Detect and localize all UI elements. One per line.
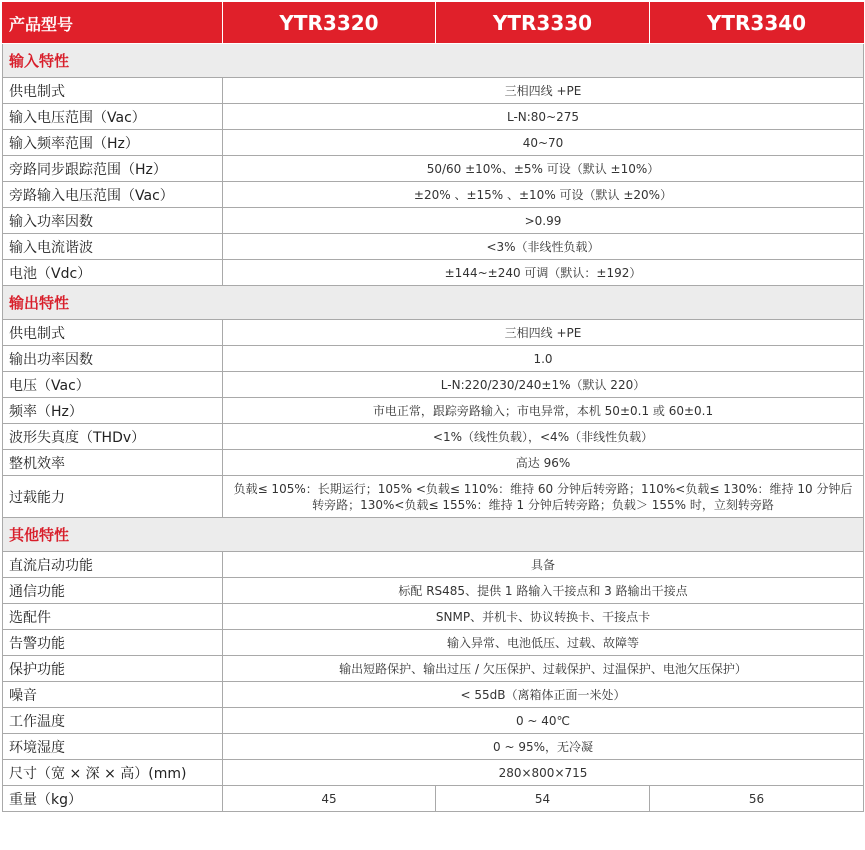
spec-value: 40~70 — [223, 130, 864, 156]
spec-label: 环境湿度 — [3, 734, 223, 760]
spec-label: 电压（Vac） — [3, 372, 223, 398]
spec-value: 市电正常，跟踪旁路输入；市电异常，本机 50±0.1 或 60±0.1 — [223, 398, 864, 424]
spec-row — [3, 450, 864, 476]
model-header: YTR3330 — [436, 3, 650, 44]
spec-label: 工作温度 — [3, 708, 223, 734]
spec-row — [3, 234, 864, 260]
spec-row — [3, 708, 864, 734]
spec-row — [3, 346, 864, 372]
spec-label: 电池（Vdc） — [3, 260, 223, 286]
spec-row — [3, 682, 864, 708]
spec-value: <3%（非线性负载） — [223, 234, 864, 260]
header-label: 产品型号 — [3, 3, 223, 44]
spec-row — [3, 398, 864, 424]
section-title: 输出特性 — [3, 286, 864, 320]
spec-value: 输入异常、电池低压、过载、故障等 — [223, 630, 864, 656]
spec-label: 保护功能 — [3, 656, 223, 682]
spec-value: 高达 96% — [223, 450, 864, 476]
spec-value: 三相四线 +PE — [223, 320, 864, 346]
spec-row — [3, 156, 864, 182]
spec-label: 整机效率 — [3, 450, 223, 476]
spec-label: 输入电流谐波 — [3, 234, 223, 260]
spec-label: 频率（Hz） — [3, 398, 223, 424]
spec-label: 旁路输入电压范围（Vac） — [3, 182, 223, 208]
section-header-row — [3, 286, 864, 320]
spec-label: 波形失真度（THDv） — [3, 424, 223, 450]
spec-row — [3, 630, 864, 656]
spec-value: L-N:80~275 — [223, 104, 864, 130]
section-header-row — [3, 44, 864, 78]
spec-row — [3, 552, 864, 578]
spec-value: 输出短路保护、输出过压 / 欠压保护、过载保护、过温保护、电池欠压保护） — [223, 656, 864, 682]
spec-value: 54 — [436, 786, 650, 812]
spec-value: 1.0 — [223, 346, 864, 372]
spec-row — [3, 182, 864, 208]
spec-label: 供电制式 — [3, 320, 223, 346]
spec-row — [3, 260, 864, 286]
spec-label: 直流启动功能 — [3, 552, 223, 578]
header-row — [3, 3, 864, 44]
spec-label: 告警功能 — [3, 630, 223, 656]
section-header-row — [3, 518, 864, 552]
spec-row — [3, 208, 864, 234]
spec-row — [3, 656, 864, 682]
spec-row — [3, 130, 864, 156]
spec-row — [3, 578, 864, 604]
spec-row — [3, 734, 864, 760]
spec-value: >0.99 — [223, 208, 864, 234]
spec-value: 0 ~ 40℃ — [223, 708, 864, 734]
spec-value: L-N:220/230/240±1%（默认 220） — [223, 372, 864, 398]
spec-table — [2, 2, 864, 812]
spec-value: 45 — [223, 786, 436, 812]
spec-value: <1%（线性负载），<4%（非线性负载） — [223, 424, 864, 450]
spec-label: 重量（kg） — [3, 786, 223, 812]
spec-value: SNMP、并机卡、协议转换卡、干接点卡 — [223, 604, 864, 630]
model-header: YTR3320 — [223, 3, 436, 44]
spec-value: 280×800×715 — [223, 760, 864, 786]
spec-label: 输出功率因数 — [3, 346, 223, 372]
spec-row — [3, 78, 864, 104]
spec-value: < 55dB（离箱体正面一米处） — [223, 682, 864, 708]
spec-row — [3, 104, 864, 130]
spec-row — [3, 786, 864, 812]
spec-value: 三相四线 +PE — [223, 78, 864, 104]
spec-value: 50/60 ±10%、±5% 可设（默认 ±10%） — [223, 156, 864, 182]
spec-value: 56 — [650, 786, 864, 812]
spec-row — [3, 476, 864, 518]
spec-label: 噪音 — [3, 682, 223, 708]
spec-label: 输入频率范围（Hz） — [3, 130, 223, 156]
model-header: YTR3340 — [650, 3, 864, 44]
spec-value: 标配 RS485、提供 1 路输入干接点和 3 路输出干接点 — [223, 578, 864, 604]
spec-row — [3, 604, 864, 630]
spec-value: ±20% 、±15% 、±10% 可设（默认 ±20%） — [223, 182, 864, 208]
spec-value: 负载≤ 105%：长期运行；105% <负载≤ 110%：维持 60 分钟后转旁路；110%<负载≤ 130%：维持 10 分钟后转旁路；130%<负载≤ 155%：维持 1 分钟后转旁路；负载＞ 155% 时，立刻转旁路 — [223, 476, 864, 518]
section-title: 其他特性 — [3, 518, 864, 552]
spec-value: 具备 — [223, 552, 864, 578]
spec-label: 供电制式 — [3, 78, 223, 104]
spec-row — [3, 372, 864, 398]
spec-label: 过载能力 — [3, 476, 223, 518]
spec-value: 0 ~ 95%，无冷凝 — [223, 734, 864, 760]
spec-value: ±144~±240 可调（默认：±192） — [223, 260, 864, 286]
spec-row — [3, 320, 864, 346]
spec-row — [3, 760, 864, 786]
section-title: 输入特性 — [3, 44, 864, 78]
spec-label: 输入功率因数 — [3, 208, 223, 234]
spec-label: 旁路同步跟踪范围（Hz） — [3, 156, 223, 182]
spec-label: 通信功能 — [3, 578, 223, 604]
spec-label: 尺寸（宽 × 深 × 高）(mm) — [3, 760, 223, 786]
spec-row — [3, 424, 864, 450]
spec-label: 输入电压范围（Vac） — [3, 104, 223, 130]
spec-label: 选配件 — [3, 604, 223, 630]
spec-table-body — [3, 3, 864, 812]
